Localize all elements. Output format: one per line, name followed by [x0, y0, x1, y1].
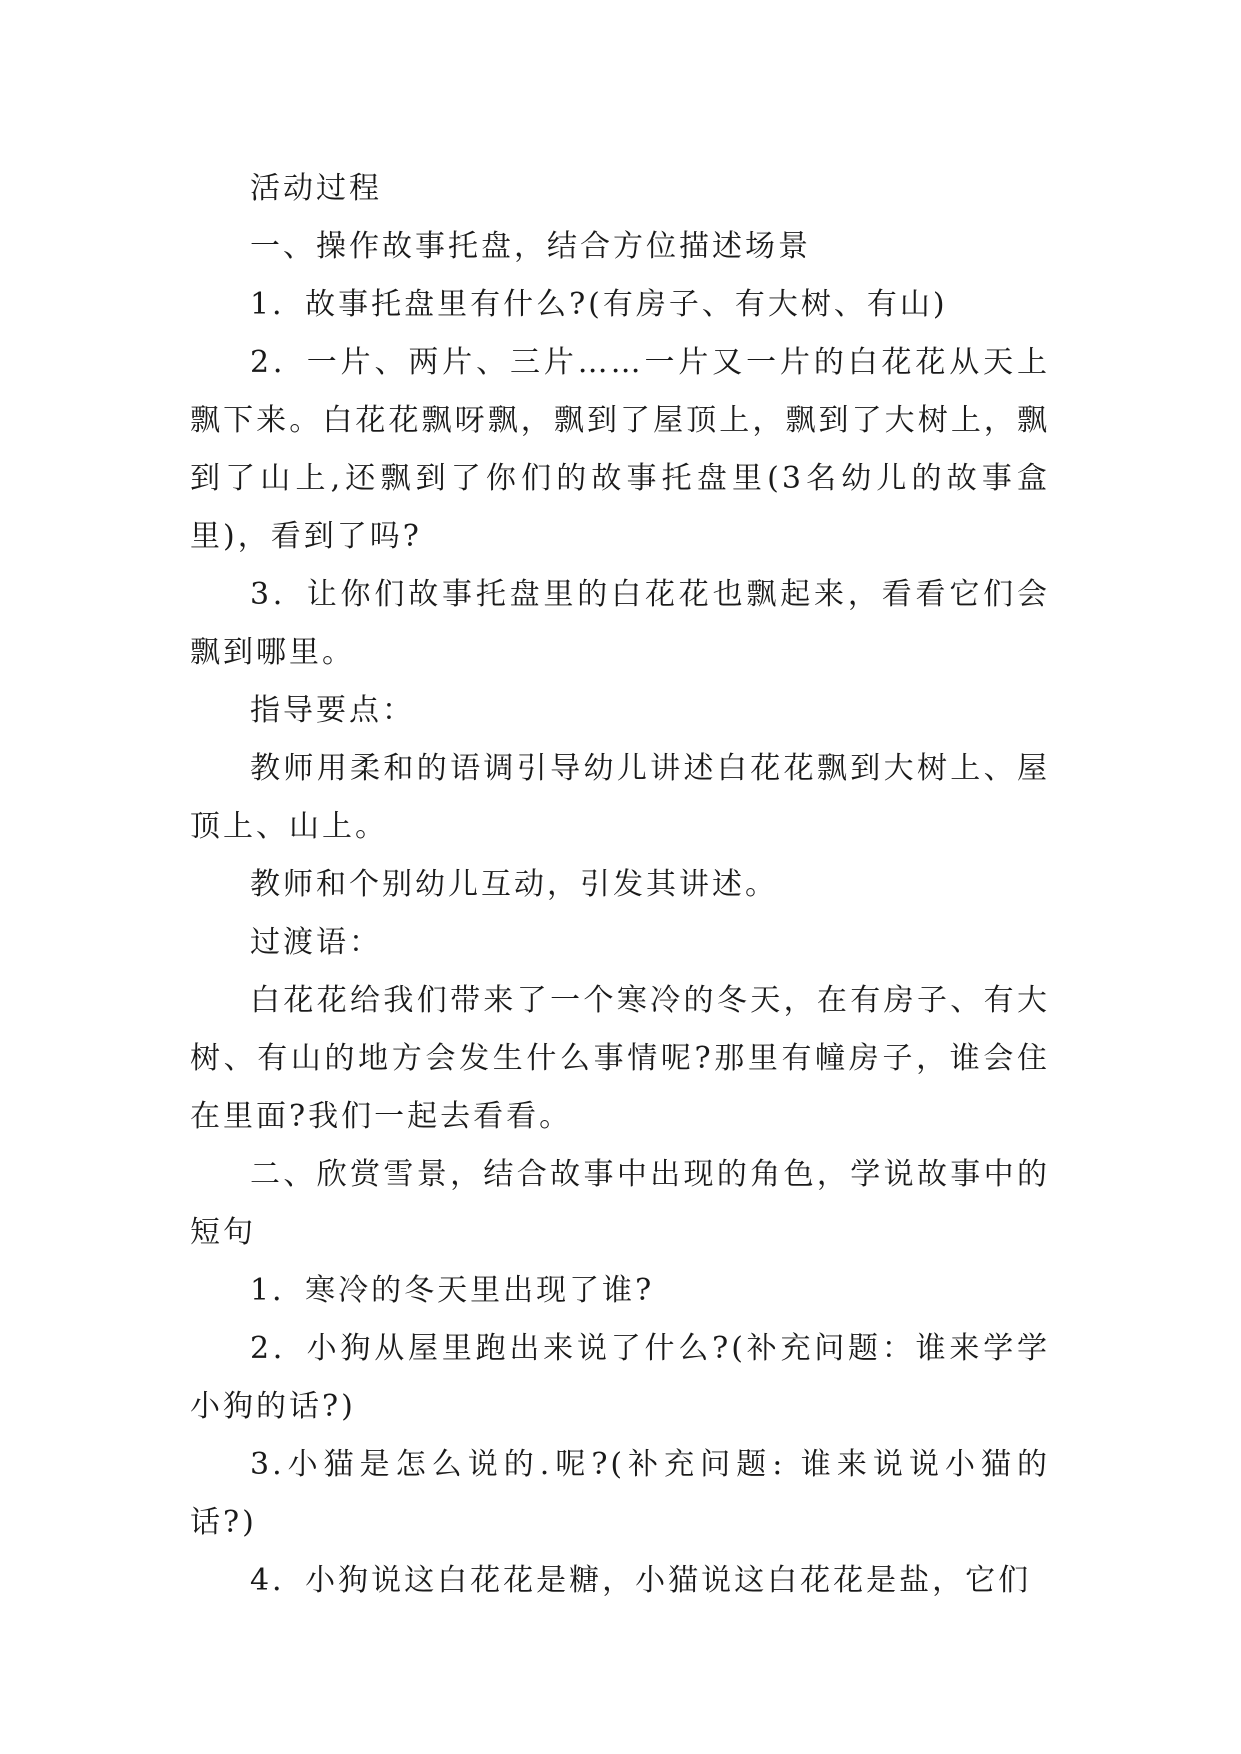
- section-title: 二、欣赏雪景，结合故事中出现的角色，学说故事中的短句: [190, 1157, 1050, 1250]
- list-item: 2．一片、两片、三片……一片又一片的白花花从天上飘下来。白花花飘呀飘，飘到了屋顶上，飘到了大树上，飘到了山上,还飘到了你们的故事托盘里(3名幼儿的故事盒里)，看到了吗?: [190, 345, 1050, 554]
- subheading: 指导要点：: [250, 693, 415, 728]
- paragraph: 教师用柔和的语调引导幼儿讲述白花花飘到大树上、屋顶上、山上。: [190, 751, 1050, 844]
- list-item: 2．小狗从屋里跑出来说了什么?(补充问题：谁来学学小狗的话?): [190, 1331, 1050, 1424]
- subheading: 过渡语：: [250, 925, 382, 960]
- section-title: 一、操作故事托盘，结合方位描述场景: [250, 229, 811, 264]
- document-body: [190, 160, 1050, 1610]
- paragraph: 白花花给我们带来了一个寒冷的冬天，在有房子、有大树、有山的地方会发生什么事情呢?那里有幢房子，谁会住在里面?我们一起去看看。: [190, 983, 1050, 1134]
- list-item: 1．故事托盘里有什么?(有房子、有大树、有山): [250, 287, 948, 322]
- list-item: 3．让你们故事托盘里的白花花也飘起来，看看它们会飘到哪里。: [190, 577, 1050, 670]
- list-item: 4．小狗说这白花花是糖，小猫说这白花花是盐，它们: [250, 1563, 1032, 1598]
- list-item: 1．寒冷的冬天里出现了谁?: [250, 1273, 655, 1308]
- paragraph: 教师和个别幼儿互动，引发其讲述。: [250, 867, 778, 902]
- list-item: 3.小猫是怎么说的.呢?(补充问题: 谁来说说小猫的话?): [190, 1447, 1050, 1540]
- section-heading: 活动过程: [250, 171, 382, 206]
